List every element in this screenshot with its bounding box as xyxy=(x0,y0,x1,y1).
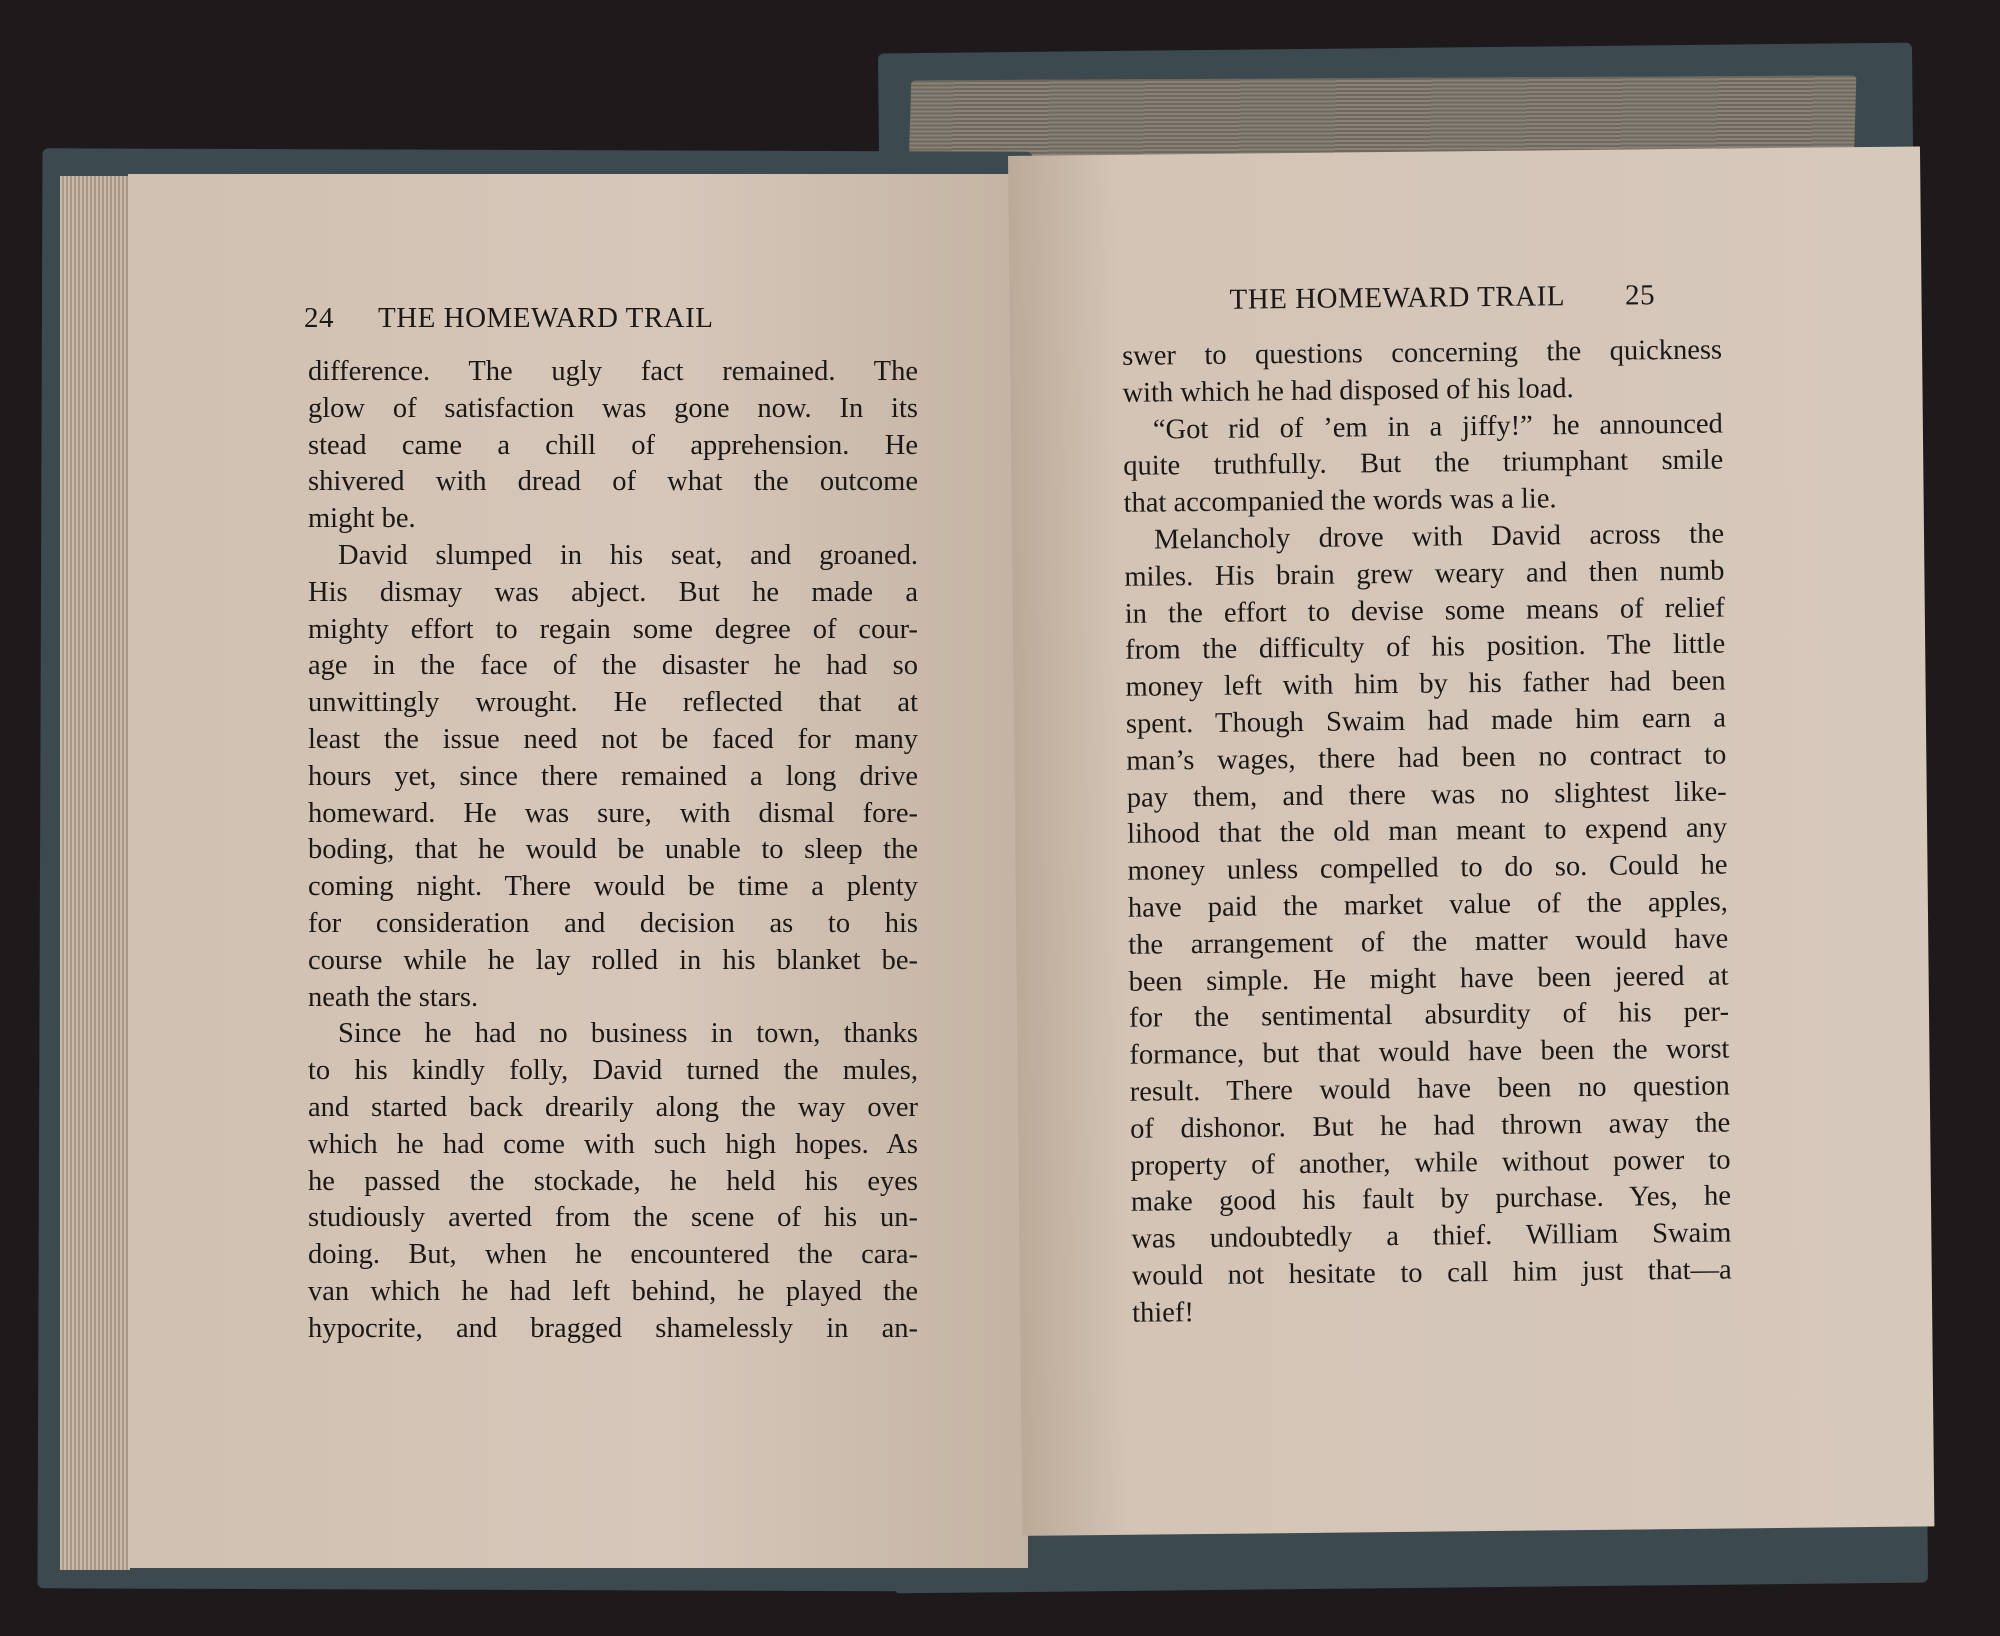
text-line: miles. His brain grew weary and then numb xyxy=(1124,555,1725,593)
text-line: that accompanied the words was a lie. xyxy=(1123,483,1557,519)
text-line: of dishonor. But he had thrown away the xyxy=(1130,1107,1731,1145)
text-line: the arrangement of the matter would have xyxy=(1128,923,1729,961)
text-line: result. There would have been no question xyxy=(1129,1070,1730,1108)
left-page xyxy=(128,174,1028,1568)
text-line: money left with him by his father had been xyxy=(1125,665,1726,703)
text-line: pay them, and there was no slightest like- xyxy=(1126,776,1727,814)
text-line: property of another, while without power to xyxy=(1130,1144,1731,1182)
right-running-head-title: THE HOMEWARD TRAIL xyxy=(1229,280,1566,316)
text-line: swer to questions concerning the quickness xyxy=(1121,334,1723,372)
text-line: which he had come with such high hopes. As xyxy=(308,1128,918,1160)
text-line: from the difficulty of his position. The little xyxy=(1125,628,1726,667)
text-line: age in the face of the disaster he had so xyxy=(308,650,918,682)
text-line: course while he lay rolled in his blanket be- xyxy=(308,944,918,976)
text-line: Melancholy drove with David across the xyxy=(1153,518,1725,556)
text-line: might be. xyxy=(308,503,416,535)
text-line: spent. Though Swaim had made him earn a xyxy=(1125,702,1727,740)
left-running-head xyxy=(304,302,844,335)
text-line: difference. The ugly fact remained. The xyxy=(308,356,918,387)
text-line: studiously averted from the scene of his un- xyxy=(308,1202,918,1234)
text-line: he passed the stockade, he held his eyes xyxy=(308,1165,918,1197)
text-line: to his kindly folly, David turned the mules, xyxy=(308,1055,918,1087)
left-running-head-title: THE HOMEWARD TRAIL xyxy=(378,302,714,334)
text-line: hours yet, since there remained a long drive xyxy=(308,760,918,792)
text-line: van which he had left behind, he played the xyxy=(308,1275,918,1307)
text-line: and started back drearily along the way over xyxy=(308,1091,918,1123)
text-line: in the effort to devise some means of relief xyxy=(1124,592,1725,630)
left-body-text xyxy=(308,354,918,1348)
text-line: quite truthfully. But the triumphant smile xyxy=(1123,444,1724,483)
text-line: have paid the market value of the apples, xyxy=(1127,886,1729,924)
text-line: for consideration and decision as to his xyxy=(308,907,918,939)
text-line: been simple. He might have been jeered at xyxy=(1128,960,1729,998)
text-line: for the sentimental absurdity of his per- xyxy=(1128,996,1730,1035)
text-line: with which he had disposed of his load. xyxy=(1122,372,1574,409)
text-line: coming night. There would be time a plenty xyxy=(308,871,918,903)
text-line: lihood that the old man meant to expend any xyxy=(1126,812,1728,851)
text-line: doing. But, when he encountered the cara- xyxy=(308,1239,918,1271)
text-line: hypocrite, and bragged shamelessly in an- xyxy=(308,1312,918,1344)
text-line: unwittingly wrought. He reflected that at xyxy=(308,687,918,719)
right-running-head xyxy=(1229,278,1749,316)
text-line: thief! xyxy=(1131,1296,1195,1329)
right-page-number: 25 xyxy=(1624,279,1656,312)
text-line: least the issue need not be faced for many xyxy=(308,723,918,755)
left-page-number: 24 xyxy=(304,302,334,334)
right-page xyxy=(1008,146,1934,1535)
text-line: homeward. He was sure, with dismal fore- xyxy=(308,797,918,829)
text-line: His dismay was abject. But he made a xyxy=(308,576,918,608)
text-line: formance, but that would have been the worst xyxy=(1129,1033,1730,1071)
text-line: Since he had no business in town, thanks xyxy=(338,1018,918,1050)
text-line: glow of satisfaction was gone now. In its xyxy=(308,392,918,424)
text-line: make good his fault by purchase. Yes, he xyxy=(1130,1180,1732,1219)
text-line: money unless compelled to do so. Could he xyxy=(1127,849,1728,887)
text-line: stead came a chill of apprehension. He xyxy=(308,429,918,461)
right-body-text xyxy=(1122,333,1732,1333)
text-line: would not hesitate to call him just that—a xyxy=(1131,1254,1732,1292)
text-line: man’s wages, there had been no contract to xyxy=(1126,739,1727,777)
text-line: was undoubtedly a thief. William Swaim xyxy=(1131,1217,1732,1255)
text-line: shivered with dread of what the outcome xyxy=(308,466,918,498)
left-page-edges xyxy=(60,176,130,1570)
text-line: mighty effort to regain some degree of cour- xyxy=(308,613,918,645)
text-line: boding, that he would be unable to sleep the xyxy=(308,834,918,866)
text-line: neath the stars. xyxy=(308,981,479,1013)
text-line: David slumped in his seat, and groaned. xyxy=(338,539,918,571)
text-line: “Got rid of ’em in a jiffy!” he announced xyxy=(1152,408,1724,446)
